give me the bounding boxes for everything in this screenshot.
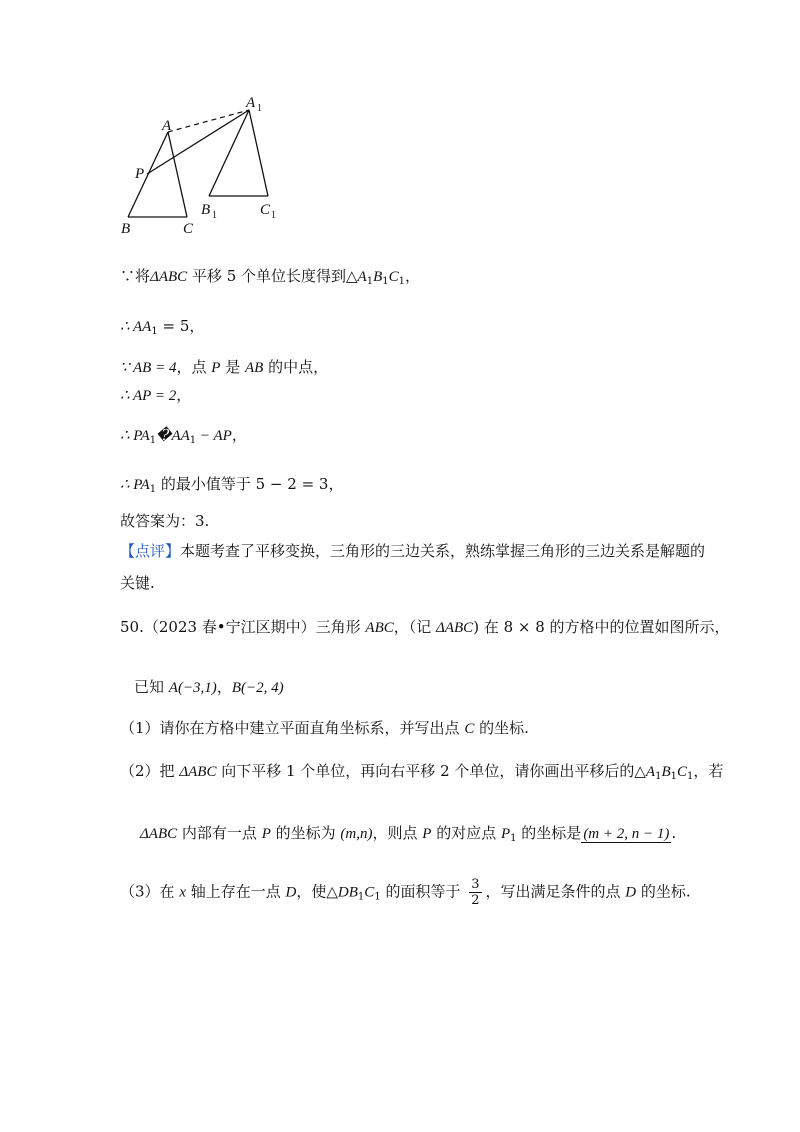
comment-line-1: 【点评】本题考查了平移变换，三角形的三边关系，熟练掌握三角形的三边关系是解题的 [120, 542, 706, 560]
label-b1-sub: 1 [212, 210, 217, 221]
label-p: P [135, 166, 145, 182]
segment-ab [128, 132, 168, 217]
label-c1: C [260, 202, 271, 218]
segment-ca [168, 132, 187, 217]
question-2: （2）把 ΔABC 向下平移 1 个单位，再向右平移 2 个单位，请你画出平移后的$\triangle A_1B_1C_1$，若 [120, 762, 724, 782]
label-a1-sub: 1 [257, 103, 262, 114]
problem-given: 已知 A(−3,1)，B(−2, 4) [134, 678, 284, 696]
label-b1: B [201, 202, 211, 218]
solution-step-6: ∴ $PA_1$ 的最小值等于 5 − 2 = 3， [120, 475, 344, 495]
solution-step-3: ∵ AB = 4，点 P 是 AB 的中点， [120, 358, 329, 376]
fraction-three-halves: $\frac{3}{2}$ [471, 877, 480, 908]
comment-tag: 【点评】 [120, 542, 181, 560]
solution-step-2: ∴ $AA_1 = 5$， [120, 317, 205, 337]
question-3: （3）在 x 轴上存在一点 D，使$\triangle DB_1C_1$ 的面积等于 $\frac{3}{2}$ ，写出满足条件的点 D 的坐标. [120, 877, 691, 908]
problem-heading: 50.（2023 春•宁江区期中）三角形 ABC，（记 ΔABC) 在 8 × 8 的方格中的位置如图所示， [120, 618, 730, 636]
label-b: B [121, 221, 131, 237]
label-a1: A [246, 95, 256, 111]
translation-figure [115, 90, 315, 240]
question-2-line-2: ΔABC 内部有一点 P 的坐标为 (m,n)，则点 P 的对应点 $P_1$ 的坐标是 (m + 2, n − 1) . [140, 824, 677, 844]
answer-line: 故答案为：3. [120, 512, 210, 530]
label-c1-sub: 1 [271, 210, 276, 221]
segment-c1a1 [249, 110, 268, 196]
label-c: C [183, 221, 194, 237]
comment-line-2: 关键. [120, 574, 155, 592]
question-1: （1）请你在方格中建立平面直角坐标系，并写出点 C 的坐标. [120, 719, 529, 737]
label-a: A [162, 118, 172, 134]
answer-blank: (m + 2, n − 1) [583, 826, 670, 842]
solution-step-4: ∴ AP = 2， [120, 386, 192, 404]
solution-step-1: ∵将ΔABC 平移 5 个单位长度得到$\triangle A_1B_1C_1$， [120, 267, 421, 287]
segment-aa1-dashed [168, 110, 249, 132]
solution-step-5: ∴ $PA_1�AA_1$ − AP， [120, 426, 247, 446]
